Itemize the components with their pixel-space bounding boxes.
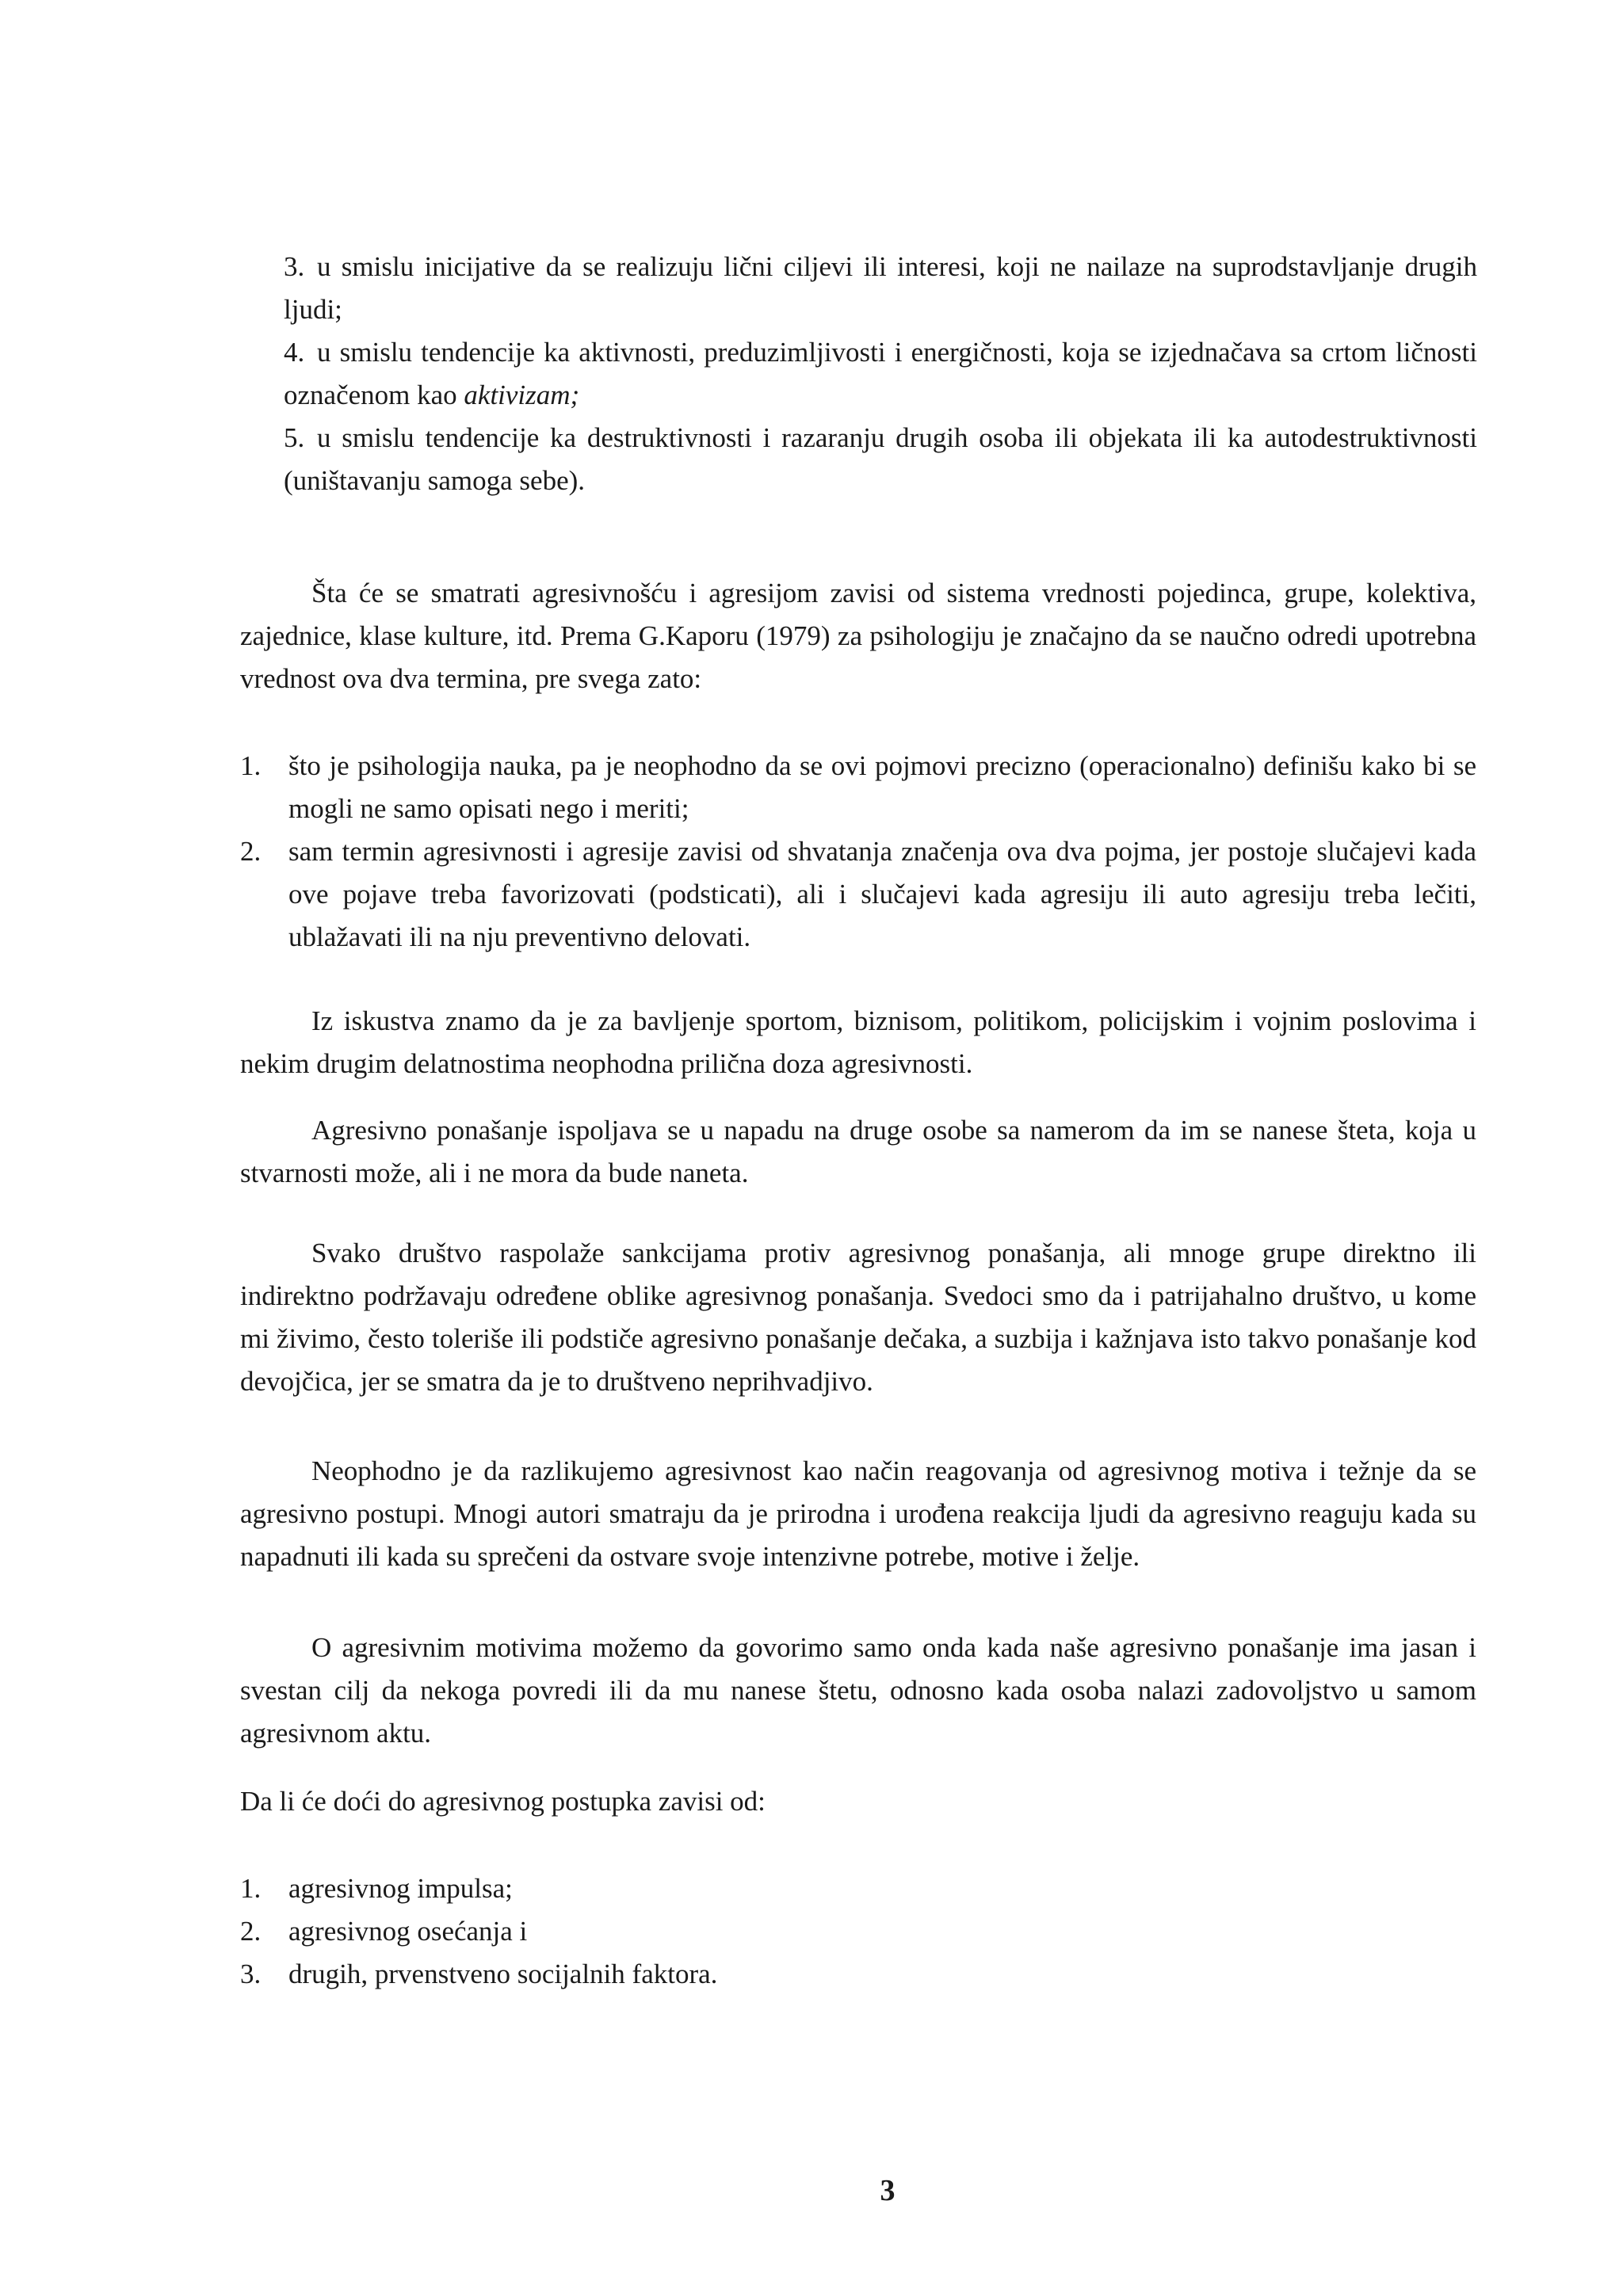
list-item-text: što je psihologija nauka, pa je neophodno da se ovi pojmovi precizno (operacionalno) definišu kako bi se mogli ne samo opisati nego i meriti;: [288, 750, 1476, 824]
list-item-number: 5.: [284, 422, 305, 453]
top-numbered-list: [284, 246, 1477, 502]
list-item-text: u smislu tendencije ka aktivnosti, preduzimljivosti i energičnosti, koja se izjednačava sa crtom ličnosti označenom kao: [284, 337, 1477, 410]
list-item: [284, 331, 1477, 417]
list-item-number: 1.: [240, 1873, 262, 1904]
paragraph: Da li će doći do agresivnog postupka zavisi od:: [240, 1786, 766, 1817]
list-item: [240, 1867, 1476, 1910]
list-item-text: drugih, prvenstveno socijalnih faktora.: [288, 1958, 718, 1989]
list-item: [284, 417, 1477, 502]
list-item-text: u smislu tendencije ka destruktivnosti i razaranju drugih osoba ili objekata ili ka autodestruktivnosti (uništavanju samoga sebe).: [284, 422, 1477, 496]
list-item: [240, 1953, 1476, 1996]
list-item-text: sam termin agresivnosti i agresije zavisi od shvatanja značenja ova dva pojma, jer postoje slučajevi kada ove pojave treba favorizovati (podsticati), ali i slučajevi kada agresiju ili auto agresiju treba lečiti, ublažavati ili na nju preventivno delovati.: [288, 836, 1476, 952]
list-item-number: 3.: [284, 251, 305, 282]
list-item: [240, 1910, 1476, 1953]
list-item-number: 4.: [284, 337, 305, 368]
paragraph: Šta će se smatrati agresivnošću i agresijom zavisi od sistema vrednosti pojedinca, grupe, kolektiva, zajednice, klase kulture, itd. Prema G.Kaporu (1979) za psihologiju je značajno da se naučno odredi upotrebna vrednost ova dva termina, pre svega zato:: [240, 578, 1476, 694]
list-item: [284, 246, 1477, 331]
list-item-text: agresivnog impulsa;: [288, 1873, 513, 1904]
list-item: [240, 830, 1476, 959]
page-number: 3: [880, 2174, 896, 2207]
paragraph: Iz iskustva znamo da je za bavljenje sportom, biznisom, politikom, policijskim i vojnim poslovima i nekim drugim delatnostima neophodna prilična doza agresivnosti.: [240, 1005, 1476, 1079]
list-item: [240, 745, 1476, 830]
paragraph: Svako društvo raspolaže sankcijama protiv agresivnog ponašanja, ali mnoge grupe direktno ili indirektno podržavaju određene oblike agresivnog ponašanja. Svedoci smo da i patrijahalno društvo, u kome mi živimo, često toleriše ili podstiče agresivno ponašanje dečaka, a suzbija i kažnjava isto takvo ponašanje kod devojčica, jer se smatra da je to društveno neprihvadjivo.: [240, 1238, 1476, 1397]
numbered-list: [240, 1867, 1476, 1996]
list-item-text: agresivnog osećanja i: [288, 1916, 528, 1947]
list-item-number: 2.: [240, 1916, 262, 1947]
paragraph: Neophodno je da razlikujemo agresivnost kao način reagovanja od agresivnog motiva i težnje da se agresivno postupi. Mnogi autori smatraju da je prirodna i urođena reakcija ljudi da agresivno reaguju kada su napadnuti ili kada su sprečeni da ostvare svoje intenzivne potrebe, motive i želje.: [240, 1455, 1476, 1572]
numbered-list: [240, 745, 1476, 959]
list-item-number: 2.: [240, 836, 262, 867]
list-item-number: 1.: [240, 750, 262, 781]
list-item-number: 3.: [240, 1958, 262, 1989]
list-item-italic-term: aktivizam;: [464, 379, 580, 410]
paragraph: Agresivno ponašanje ispoljava se u napadu na druge osobe sa namerom da im se nanese šteta, koja u stvarnosti može, ali i ne mora da bude naneta.: [240, 1115, 1476, 1188]
paragraph: O agresivnim motivima možemo da govorimo samo onda kada naše agresivno ponašanje ima jasan i svestan cilj da nekoga povredi ili da mu nanese štetu, odnosno kada osoba nalazi zadovoljstvo u samom agresivnom aktu.: [240, 1632, 1476, 1749]
list-item-text: u smislu inicijative da se realizuju lični ciljevi ili interesi, koji ne nailaze na suprodstavljanje drugih ljudi;: [284, 251, 1477, 325]
